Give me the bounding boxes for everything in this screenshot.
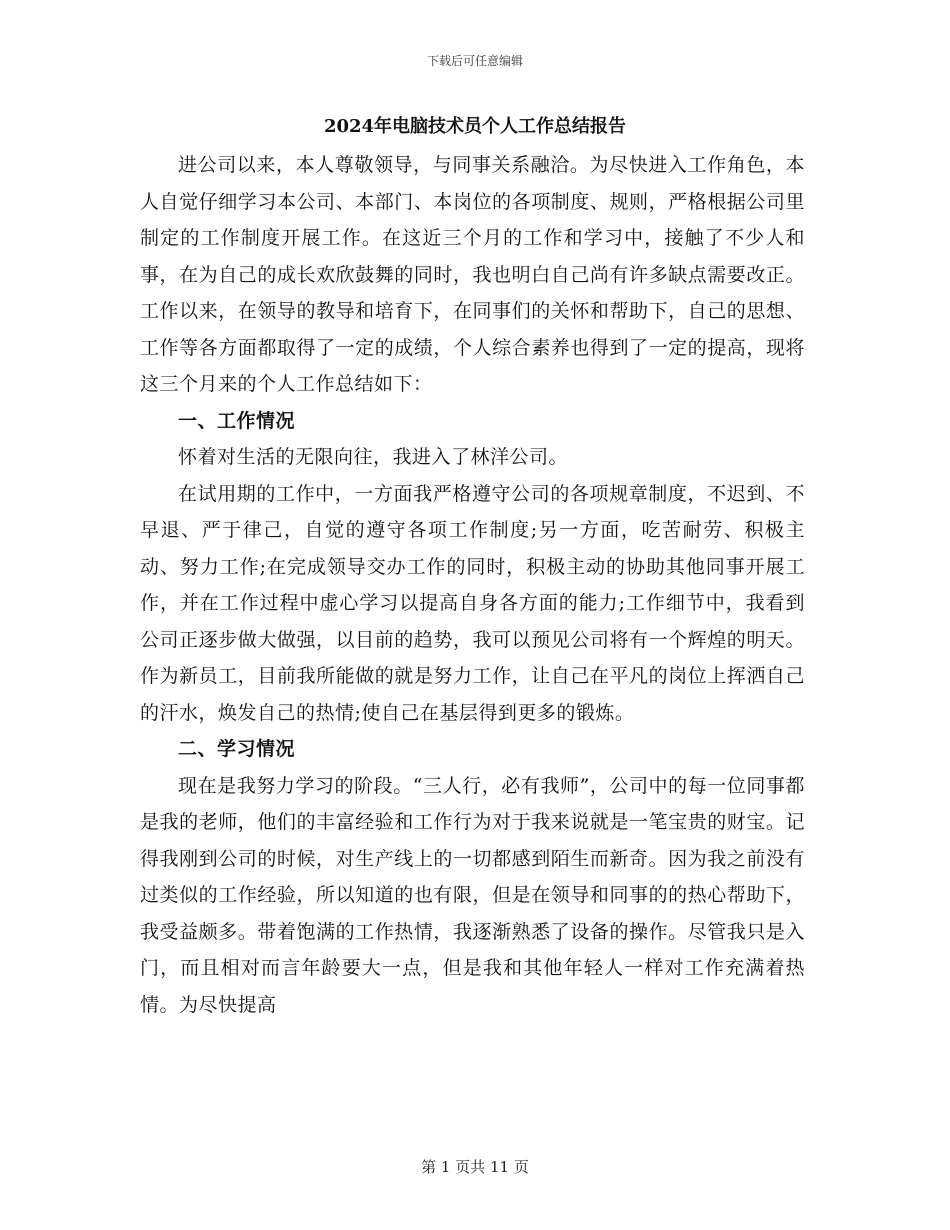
work-paragraph-1: 怀着对生活的无限向往，我进入了林洋公司。: [178, 446, 569, 468]
intro-paragraph: 进公司以来，本人尊敬领导，与同事关系融洽。为尽快进入工作角色，本人自觉仔细学习本公司、本部门、本岗位的各项制度、规则，严格根据公司里制定的工作制度开展工作。在这近三个月的工作和学习中，接触了不少人和事，在为自己的成长欢欣鼓舞的同时，我也明白自己尚有许多缺点需要改正。工作以来，在领导的教导和培育下，在同事们的关怀和帮助下，自己的思想、工作等各方面都取得了一定的成绩，个人综合素养也得到了一定的提高，现将这三个月来的个人工作总结如下：: [140, 154, 805, 395]
section-heading-study: 二、学习情况: [178, 738, 296, 760]
work-paragraph-2: 在试用期的工作中，一方面我严格遵守公司的各项规章制度，不迟到、不早退、严于律己，自觉的遵守各项工作制度;另一方面，吃苦耐劳、积极主动、努力工作;在完成领导交办工作的同时，积极主动的协助其他同事开展工作，并在工作过程中虚心学习以提高自身各方面的能力;工作细节中，我看到公司正逐步做大做强，以目前的趋势，我可以预见公司将有一个辉煌的明天。作为新员工，目前我所能做的就是努力工作，让自己在平凡的岗位上挥洒自己的汗水，焕发自己的热情;使自己在基层得到更多的锻炼。: [140, 482, 805, 724]
document-title: 2024年电脑技术员个人工作总结报告: [323, 116, 627, 137]
page-footer: 第 1 页共 11 页: [421, 1158, 529, 1176]
section-heading-work: 一、工作情况: [178, 409, 296, 432]
document-body: [140, 147, 805, 1023]
study-paragraph-1: 现在是我努力学习的阶段。“三人行，必有我师”，公司中的每一位同事都是我的老师，他们的丰富经验和工作行为对于我来说就是一笔宝贵的财宝。记得我刚到公司的时候，对生产线上的一切都感到陌生而新奇。因为我之前没有过类似的工作经验，所以知道的也有限，但是在领导和同事的的热心帮助下，我受益颇多。带着饱满的工作热情，我逐渐熟悉了设备的操作。尽管我只是入门，而且相对而言年龄要大一点，但是我和其他年轻人一样对工作充满着热情。为尽快提高: [140, 774, 805, 1016]
page-header: 下载后可任意编辑: [426, 54, 523, 68]
